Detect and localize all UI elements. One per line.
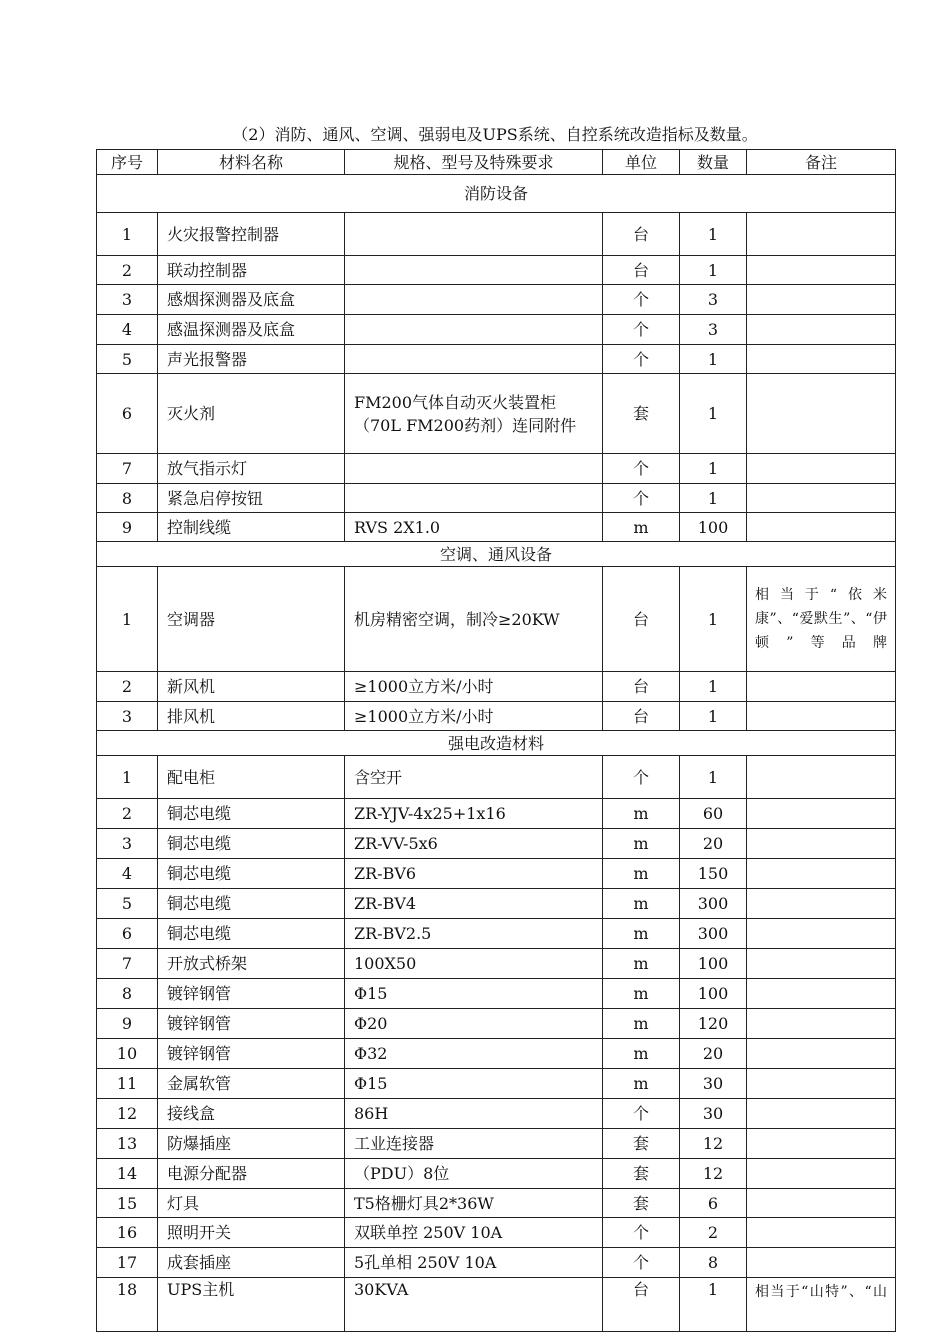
quantity-cell: 20 [680, 1039, 747, 1069]
note-cell [747, 1039, 896, 1069]
note-cell [747, 702, 896, 731]
table-row [97, 702, 896, 731]
material-name: 铜芯电缆 [158, 799, 345, 829]
quantity-cell: 1 [680, 454, 747, 484]
quantity-cell: 1 [680, 256, 747, 285]
unit-cell: 台 [603, 213, 680, 256]
table-row [97, 345, 896, 374]
note-cell [747, 1099, 896, 1129]
spec-cell [345, 484, 603, 513]
quantity-cell: 6 [680, 1189, 747, 1218]
note-cell [747, 756, 896, 799]
unit-cell: 个 [603, 484, 680, 513]
spec-cell [345, 315, 603, 345]
unit-cell: m [603, 859, 680, 889]
spec-cell: Φ20 [345, 1009, 603, 1039]
quantity-cell: 3 [680, 285, 747, 315]
unit-cell: 套 [603, 1129, 680, 1159]
note-cell [747, 454, 896, 484]
header-spec: 规格、型号及特殊要求 [345, 150, 603, 175]
table-row [97, 1278, 896, 1332]
material-name: 声光报警器 [158, 345, 345, 374]
row-number: 8 [97, 979, 158, 1009]
quantity-cell: 1 [680, 484, 747, 513]
row-number: 6 [97, 919, 158, 949]
spec-cell: ZR-BV2.5 [345, 919, 603, 949]
quantity-cell: 60 [680, 799, 747, 829]
spec-cell: 5孔单相 250V 10A [345, 1248, 603, 1278]
table-row [97, 859, 896, 889]
row-number: 4 [97, 859, 158, 889]
spec-cell: 工业连接器 [345, 1129, 603, 1159]
note-cell [747, 979, 896, 1009]
note-cell [747, 889, 896, 919]
table-row [97, 1248, 896, 1278]
unit-cell: m [603, 829, 680, 859]
spec-cell: 86H [345, 1099, 603, 1129]
unit-cell: 台 [603, 1278, 680, 1332]
note-cell [747, 1218, 896, 1248]
note-cell [747, 374, 896, 454]
material-name: 铜芯电缆 [158, 829, 345, 859]
header-row [97, 150, 896, 175]
material-name: 放气指示灯 [158, 454, 345, 484]
table-row [97, 285, 896, 315]
row-number: 5 [97, 345, 158, 374]
quantity-cell: 20 [680, 829, 747, 859]
quantity-cell: 100 [680, 979, 747, 1009]
table-row [97, 1099, 896, 1129]
spec-cell: ≥1000立方米/小时 [345, 702, 603, 731]
unit-cell: 套 [603, 374, 680, 454]
unit-cell: m [603, 799, 680, 829]
spec-cell: ZR-BV4 [345, 889, 603, 919]
row-number: 17 [97, 1248, 158, 1278]
note-cell [747, 799, 896, 829]
material-name: UPS主机 [158, 1278, 345, 1332]
material-name: 灯具 [158, 1189, 345, 1218]
table-body [97, 175, 896, 1332]
note-cell [747, 513, 896, 542]
quantity-cell: 300 [680, 889, 747, 919]
row-number: 2 [97, 799, 158, 829]
unit-cell: m [603, 919, 680, 949]
unit-cell: m [603, 1039, 680, 1069]
row-number: 7 [97, 454, 158, 484]
note-cell [747, 859, 896, 889]
spec-cell [345, 285, 603, 315]
spec-cell: FM200气体自动灭火装置柜（70L FM200药剂）连同附件 [345, 374, 603, 454]
row-number: 2 [97, 672, 158, 702]
unit-cell: m [603, 1069, 680, 1099]
quantity-cell: 1 [680, 213, 747, 256]
quantity-cell: 3 [680, 315, 747, 345]
table-row [97, 1189, 896, 1218]
note-cell [747, 1159, 896, 1189]
table-row [97, 756, 896, 799]
unit-cell: 个 [603, 1099, 680, 1129]
material-name: 排风机 [158, 702, 345, 731]
row-number: 16 [97, 1218, 158, 1248]
material-name: 控制线缆 [158, 513, 345, 542]
material-name: 成套插座 [158, 1248, 345, 1278]
note-cell [747, 1129, 896, 1159]
note-cell [747, 484, 896, 513]
quantity-cell: 300 [680, 919, 747, 949]
unit-cell: 台 [603, 672, 680, 702]
section-row [97, 542, 896, 567]
row-number: 7 [97, 949, 158, 979]
material-name: 金属软管 [158, 1069, 345, 1099]
quantity-cell: 1 [680, 756, 747, 799]
material-name: 紧急启停按钮 [158, 484, 345, 513]
quantity-cell: 150 [680, 859, 747, 889]
spec-cell: 100X50 [345, 949, 603, 979]
quantity-cell: 8 [680, 1248, 747, 1278]
quantity-cell: 1 [680, 1278, 747, 1332]
quantity-cell: 1 [680, 702, 747, 731]
unit-cell: 台 [603, 702, 680, 731]
table-row [97, 1129, 896, 1159]
table-row [97, 213, 896, 256]
table-row [97, 1009, 896, 1039]
note-cell [747, 829, 896, 859]
section-row [97, 731, 896, 756]
unit-cell: 个 [603, 285, 680, 315]
unit-cell: m [603, 979, 680, 1009]
row-number: 18 [97, 1278, 158, 1332]
material-name: 开放式桥架 [158, 949, 345, 979]
table-row [97, 454, 896, 484]
spec-cell: 30KVA [345, 1278, 603, 1332]
unit-cell: 个 [603, 1218, 680, 1248]
spec-cell: 双联单控 250V 10A [345, 1218, 603, 1248]
row-number: 3 [97, 702, 158, 731]
row-number: 2 [97, 256, 158, 285]
note-cell [747, 949, 896, 979]
quantity-cell: 1 [680, 345, 747, 374]
material-name: 感烟探测器及底盒 [158, 285, 345, 315]
quantity-cell: 100 [680, 949, 747, 979]
quantity-cell: 2 [680, 1218, 747, 1248]
spec-cell: 含空开 [345, 756, 603, 799]
material-name: 联动控制器 [158, 256, 345, 285]
quantity-cell: 12 [680, 1159, 747, 1189]
unit-cell: 个 [603, 315, 680, 345]
unit-cell: 个 [603, 756, 680, 799]
table-row [97, 1159, 896, 1189]
table-row [97, 567, 896, 672]
spec-cell: RVS 2X1.0 [345, 513, 603, 542]
spec-cell [345, 256, 603, 285]
spec-cell [345, 454, 603, 484]
unit-cell: m [603, 1009, 680, 1039]
spec-cell: ZR-BV6 [345, 859, 603, 889]
note-cell [747, 1069, 896, 1099]
material-name: 镀锌钢管 [158, 1039, 345, 1069]
material-name: 新风机 [158, 672, 345, 702]
material-name: 配电柜 [158, 756, 345, 799]
spec-cell: T5格栅灯具2*36W [345, 1189, 603, 1218]
row-number: 3 [97, 829, 158, 859]
spec-cell: ≥1000立方米/小时 [345, 672, 603, 702]
table-row [97, 1218, 896, 1248]
note-cell [747, 919, 896, 949]
note-cell [747, 345, 896, 374]
quantity-cell: 12 [680, 1129, 747, 1159]
note-cell [747, 256, 896, 285]
material-name: 防爆插座 [158, 1129, 345, 1159]
row-number: 4 [97, 315, 158, 345]
material-name: 感温探测器及底盒 [158, 315, 345, 345]
row-number: 1 [97, 567, 158, 672]
unit-cell: 台 [603, 567, 680, 672]
row-number: 1 [97, 213, 158, 256]
note-cell [747, 1248, 896, 1278]
table-row [97, 315, 896, 345]
row-number: 15 [97, 1189, 158, 1218]
section-title: 空调、通风设备 [97, 542, 896, 567]
unit-cell: m [603, 949, 680, 979]
spec-cell: ZR-YJV-4x25+1x16 [345, 799, 603, 829]
row-number: 1 [97, 756, 158, 799]
row-number: 9 [97, 513, 158, 542]
row-number: 8 [97, 484, 158, 513]
unit-cell: 套 [603, 1189, 680, 1218]
table-row [97, 672, 896, 702]
unit-cell: 个 [603, 1248, 680, 1278]
header-no: 序号 [97, 150, 158, 175]
section-row [97, 175, 896, 213]
unit-cell: 台 [603, 256, 680, 285]
note-cell [747, 285, 896, 315]
note-cell [747, 672, 896, 702]
quantity-cell: 1 [680, 374, 747, 454]
material-name: 镀锌钢管 [158, 1009, 345, 1039]
section-title: 强电改造材料 [97, 731, 896, 756]
table-row [97, 256, 896, 285]
note-cell: 相当于“依米康”、“爱默生”、“伊顿”等品牌 [747, 567, 896, 672]
material-name: 空调器 [158, 567, 345, 672]
unit-cell: 个 [603, 454, 680, 484]
spec-cell: ZR-VV-5x6 [345, 829, 603, 859]
quantity-cell: 30 [680, 1099, 747, 1129]
material-name: 火灾报警控制器 [158, 213, 345, 256]
row-number: 9 [97, 1009, 158, 1039]
spec-cell [345, 213, 603, 256]
section-title: 消防设备 [97, 175, 896, 213]
table-row [97, 889, 896, 919]
spec-cell [345, 345, 603, 374]
row-number: 5 [97, 889, 158, 919]
quantity-cell: 100 [680, 513, 747, 542]
note-cell [747, 1189, 896, 1218]
row-number: 13 [97, 1129, 158, 1159]
row-number: 3 [97, 285, 158, 315]
header-name: 材料名称 [158, 150, 345, 175]
note-cell [747, 315, 896, 345]
unit-cell: m [603, 513, 680, 542]
table-row [97, 949, 896, 979]
material-name: 灭火剂 [158, 374, 345, 454]
quantity-cell: 1 [680, 672, 747, 702]
unit-cell: 套 [603, 1159, 680, 1189]
spec-cell: 机房精密空调，制冷≥20KW [345, 567, 603, 672]
table-row [97, 374, 896, 454]
spec-cell: Φ32 [345, 1039, 603, 1069]
quantity-cell: 30 [680, 1069, 747, 1099]
spec-cell: （PDU）8位 [345, 1159, 603, 1189]
unit-cell: m [603, 889, 680, 919]
table-row [97, 979, 896, 1009]
material-name: 电源分配器 [158, 1159, 345, 1189]
table-caption: （2）消防、通风、空调、强弱电及UPS系统、自控系统改造指标及数量。 [232, 125, 758, 144]
row-number: 11 [97, 1069, 158, 1099]
spec-cell: Φ15 [345, 1069, 603, 1099]
note-cell [747, 213, 896, 256]
table-row [97, 484, 896, 513]
materials-table [96, 149, 896, 1332]
material-name: 铜芯电缆 [158, 889, 345, 919]
row-number: 14 [97, 1159, 158, 1189]
unit-cell: 个 [603, 345, 680, 374]
spec-cell: Φ15 [345, 979, 603, 1009]
row-number: 10 [97, 1039, 158, 1069]
material-name: 照明开关 [158, 1218, 345, 1248]
material-name: 镀锌钢管 [158, 979, 345, 1009]
quantity-cell: 120 [680, 1009, 747, 1039]
table-row [97, 799, 896, 829]
table-row [97, 513, 896, 542]
header-note: 备注 [747, 150, 896, 175]
table-row [97, 829, 896, 859]
table-row [97, 1039, 896, 1069]
quantity-cell: 1 [680, 567, 747, 672]
header-unit: 单位 [603, 150, 680, 175]
row-number: 6 [97, 374, 158, 454]
material-name: 铜芯电缆 [158, 919, 345, 949]
row-number: 12 [97, 1099, 158, 1129]
note-cell [747, 1009, 896, 1039]
header-qty: 数量 [680, 150, 747, 175]
table-row [97, 919, 896, 949]
note-cell: 相当于“山特”、“山 [747, 1278, 896, 1332]
table-row [97, 1069, 896, 1099]
material-name: 铜芯电缆 [158, 859, 345, 889]
material-name: 接线盒 [158, 1099, 345, 1129]
